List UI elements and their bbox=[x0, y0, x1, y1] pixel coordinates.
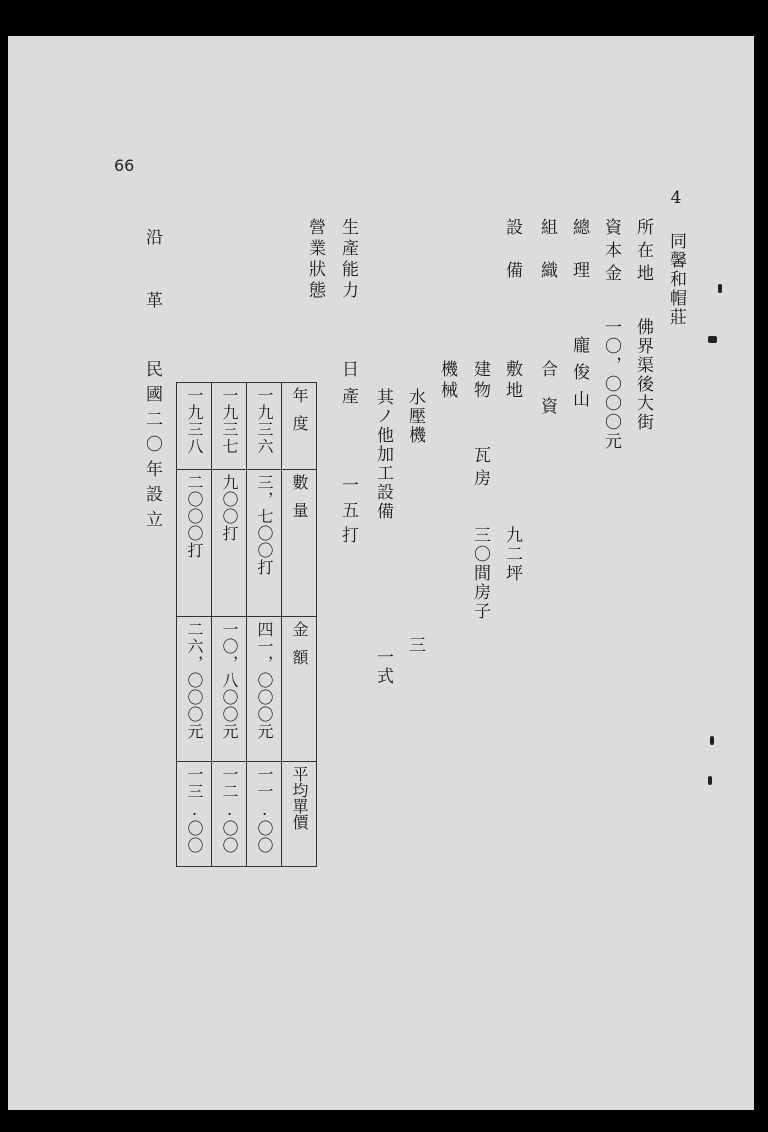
table-cell: 一九三八 bbox=[177, 383, 212, 470]
facilities-label: 設備 bbox=[502, 218, 522, 304]
table-cell: 三，七〇〇打 bbox=[247, 470, 282, 617]
address-label: 所在地 bbox=[633, 218, 653, 287]
table-cell: 四一，〇〇〇元 bbox=[247, 617, 282, 762]
table-header: 平均單價 bbox=[282, 762, 317, 867]
capital-label: 資本金 bbox=[601, 218, 621, 287]
capital-value: 一〇，〇〇〇元 bbox=[601, 318, 621, 451]
land-label: 敷地 bbox=[502, 360, 522, 402]
table-cell: 一三.〇〇 bbox=[177, 762, 212, 867]
table-cell: 一〇，八〇〇元 bbox=[212, 617, 247, 762]
capacity-value: 一五打 bbox=[338, 476, 358, 551]
scan-speck bbox=[710, 736, 714, 745]
company-heading: 4 同馨和帽莊 bbox=[666, 188, 686, 327]
table-cell: 一二.〇〇 bbox=[212, 762, 247, 867]
address-value: 佛界渠後大街 bbox=[633, 318, 653, 432]
building-value: 三〇間房子 bbox=[470, 526, 490, 621]
business-table bbox=[176, 382, 317, 867]
document-page bbox=[8, 36, 754, 1110]
capacity-text: 日產 bbox=[338, 360, 358, 414]
manager-label: 總理 bbox=[569, 218, 589, 304]
organization-value: 合資 bbox=[537, 360, 557, 434]
scan-speck bbox=[708, 336, 717, 343]
table-cell: 一九三七 bbox=[212, 383, 247, 470]
table-header: 年度 bbox=[282, 383, 317, 470]
capacity-label: 生產能力 bbox=[338, 218, 358, 302]
table-header: 數量 bbox=[282, 470, 317, 617]
history-label: 沿革 bbox=[142, 228, 162, 354]
organization-label: 組織 bbox=[537, 218, 557, 304]
table-header: 金額 bbox=[282, 617, 317, 762]
building-kind: 瓦房 bbox=[470, 446, 490, 492]
table-cell: 二〇〇〇打 bbox=[177, 470, 212, 617]
machine-value-2: 一式 bbox=[373, 648, 393, 686]
machine-value-1: 三 bbox=[405, 636, 425, 655]
land-value: 九二坪 bbox=[502, 526, 522, 583]
table-cell: 二六，〇〇〇元 bbox=[177, 617, 212, 762]
machinery-label: 機械 bbox=[437, 360, 457, 402]
machine-name-2: 其ノ他加工設備 bbox=[373, 388, 393, 521]
scan-speck bbox=[708, 776, 712, 785]
page-number: 66 bbox=[114, 156, 135, 175]
manager-value: 龐俊山 bbox=[569, 336, 589, 417]
table-cell: 一一.〇〇 bbox=[247, 762, 282, 867]
history-value: 民國二〇年設立 bbox=[142, 360, 162, 535]
table-cell: 一九三六 bbox=[247, 383, 282, 470]
business-label: 營業狀態 bbox=[305, 218, 325, 302]
building-label: 建物 bbox=[470, 360, 490, 402]
scan-speck bbox=[718, 284, 722, 293]
table-cell: 九〇〇打 bbox=[212, 470, 247, 617]
machine-name-1: 水壓機 bbox=[405, 388, 425, 445]
